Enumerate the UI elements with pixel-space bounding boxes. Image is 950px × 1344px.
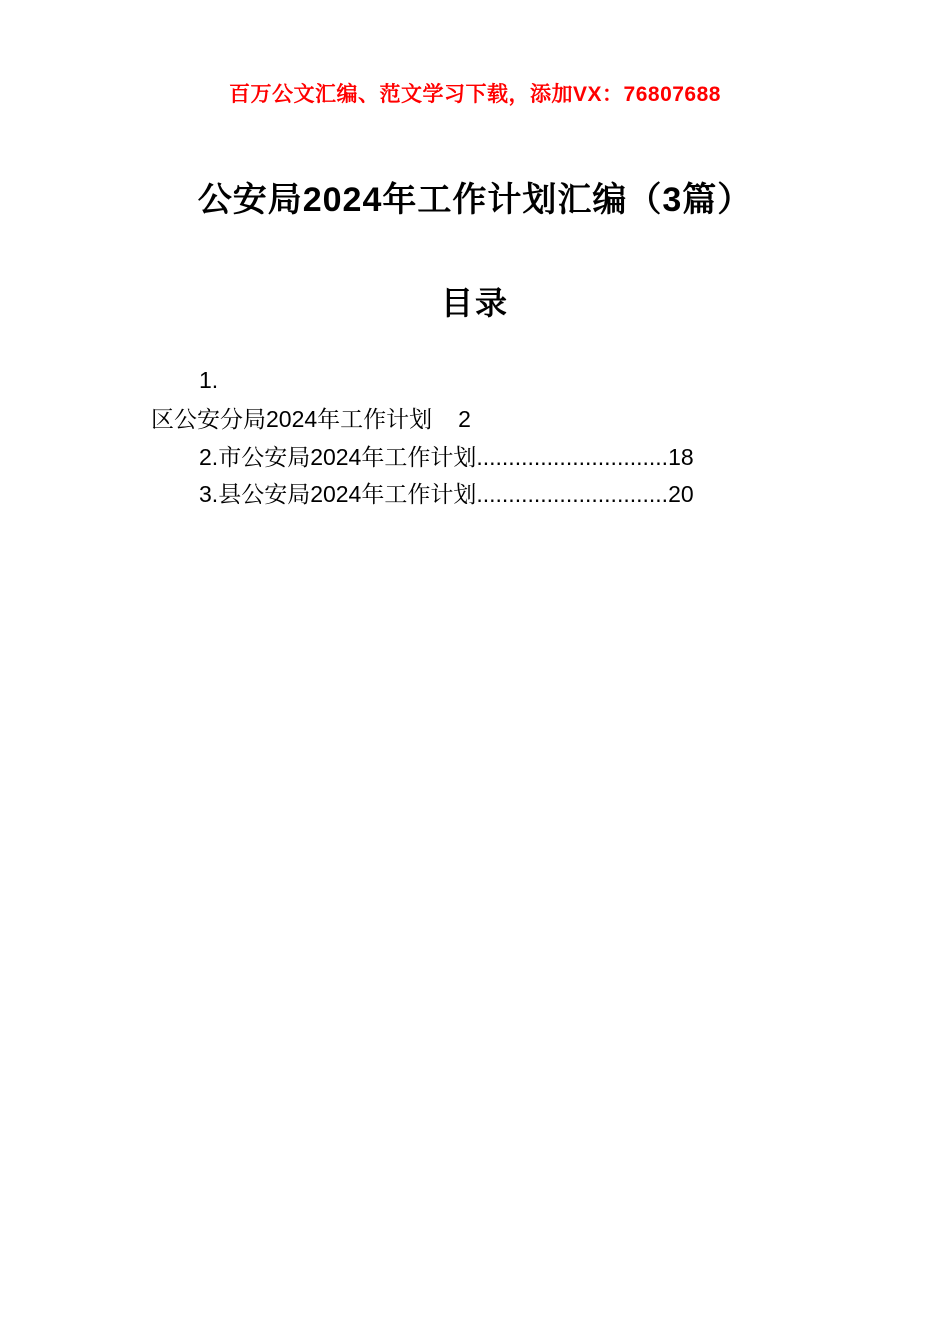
toc-entry-number: 3. (199, 480, 219, 507)
toc-entry[interactable] (151, 362, 815, 439)
toc-entry[interactable] (199, 439, 815, 476)
toc-entry-number: 1. (199, 367, 219, 393)
table-of-contents (151, 362, 815, 513)
toc-entry-title: 区公安分局2024年工作计划 (151, 406, 433, 433)
toc-entry-title: 县公安局2024年工作计划 (218, 480, 477, 507)
toc-leader-dots: .............................. (476, 480, 669, 507)
toc-entry-page: 18 (668, 443, 694, 470)
toc-entry-page: 20 (668, 480, 694, 507)
toc-entry-title: 市公安局2024年工作计划 (218, 443, 477, 470)
toc-heading: 目录 (440, 285, 509, 321)
promo-banner: 百万公文汇编、范文学习下载，添加VX：76807688 (229, 83, 721, 106)
toc-entry-number: 2. (199, 443, 219, 470)
toc-leader-dots: .............................. (476, 443, 669, 470)
page-title: 公安局2024年工作计划汇编（3篇） (197, 181, 753, 219)
toc-entry[interactable] (199, 476, 815, 513)
toc-entry-page: 2 (458, 406, 471, 433)
